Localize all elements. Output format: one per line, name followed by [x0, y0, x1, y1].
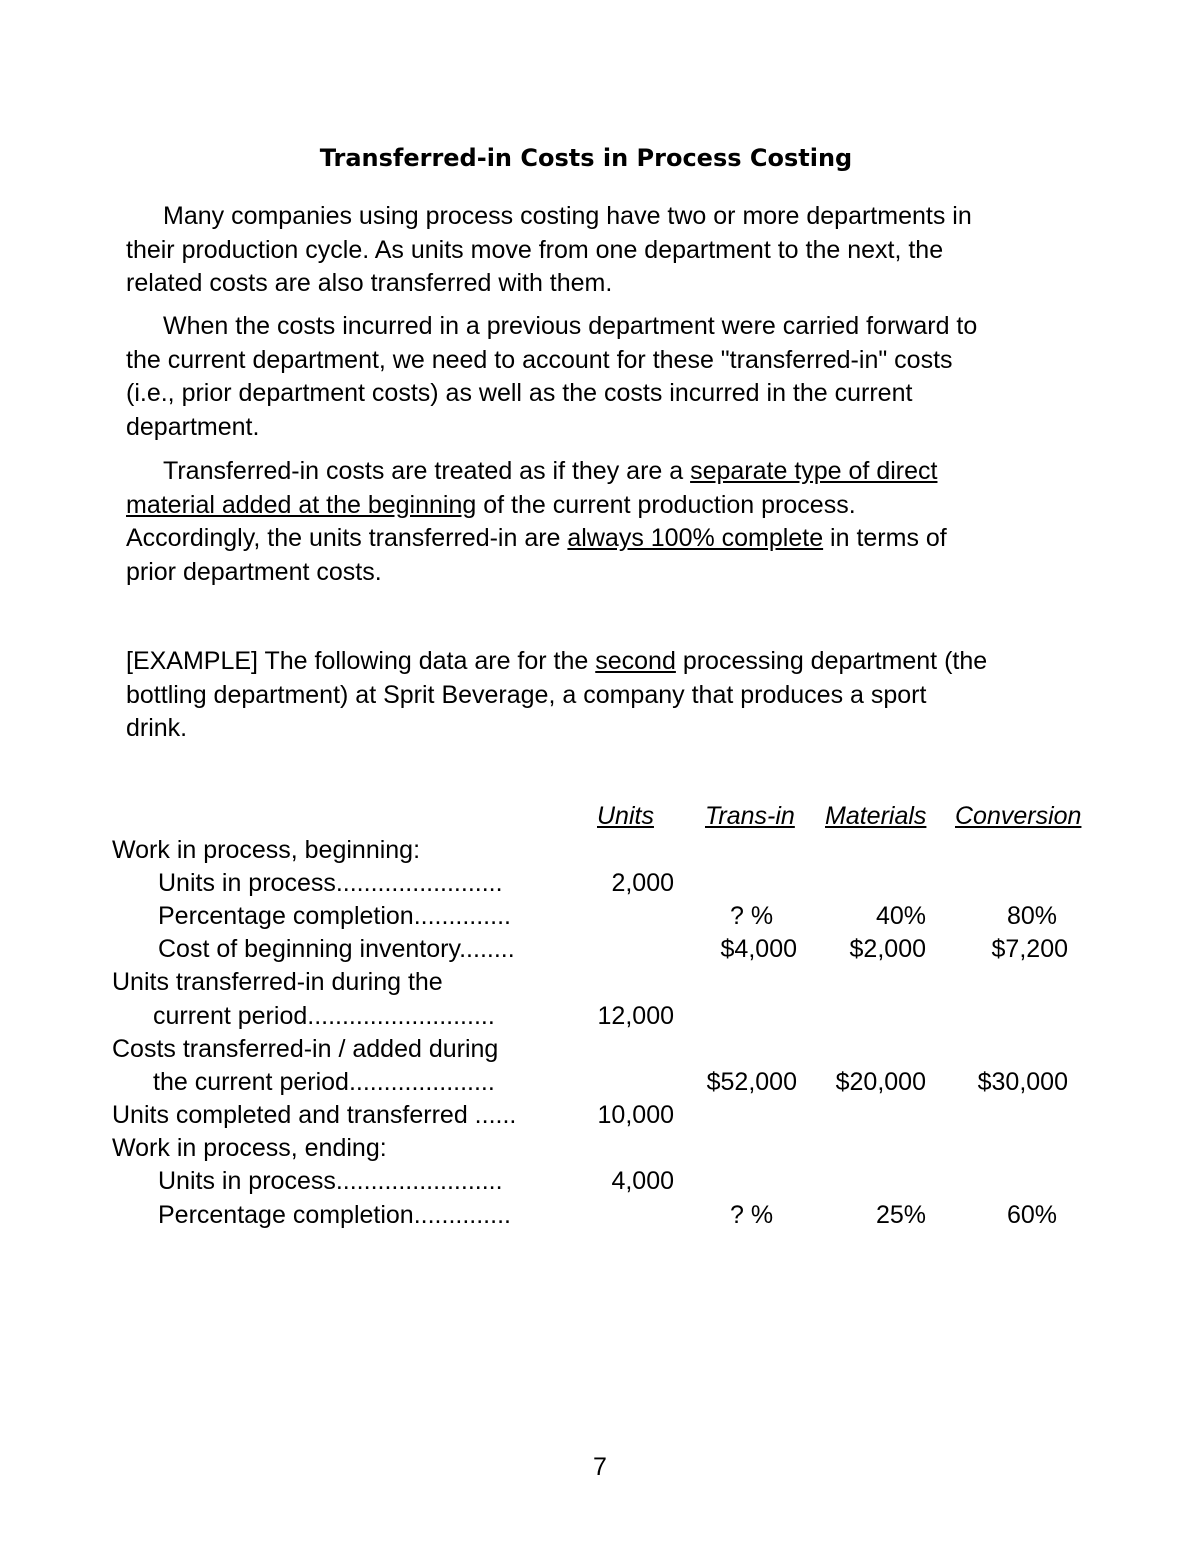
text-line: department. [126, 412, 260, 441]
row-label: current period........................... [153, 1002, 495, 1030]
units-value: 10,000 [597, 1101, 674, 1129]
text-run: in terms of [823, 524, 947, 552]
text-line: related costs are also transferred with them. [126, 269, 613, 297]
materials-value: $20,000 [835, 1068, 926, 1096]
text-run: Transferred-in costs are treated as if they are a [163, 457, 691, 485]
units-value: 4,000 [611, 1167, 674, 1195]
text-run: of the current production process. [476, 490, 856, 519]
text-line: prior department costs. [126, 557, 382, 586]
text-run: Accordingly, the units transferred-in are [126, 524, 568, 552]
units-value: 12,000 [597, 1002, 674, 1030]
conversion-value: $7,200 [991, 935, 1068, 963]
text-line: When the costs incurred in a previous department were carried forward to [163, 312, 978, 340]
row-label: Units transferred-in during the [112, 968, 443, 996]
row-label: Work in process, ending: [112, 1134, 387, 1162]
text-line: the current department, we need to account for these "transferred-in" costs [126, 345, 953, 374]
conversion-value: 80% [1006, 902, 1057, 930]
row-label: Costs transferred-in / added during [112, 1035, 499, 1063]
header-trans-in: Trans-in [705, 802, 795, 830]
conversion-value: $30,000 [977, 1068, 1068, 1096]
row-label: Units completed and transferred ...... [112, 1101, 517, 1129]
row-label: Percentage completion.............. [158, 902, 511, 930]
row-label: Units in process........................ [158, 869, 503, 897]
text-line: their production cycle. As units move from one department to the next, the [126, 235, 944, 264]
header-conversion: Conversion [955, 802, 1082, 830]
underlined-text: always 100% complete [567, 524, 824, 552]
text-run: processing department (the [675, 647, 988, 675]
row-label: Work in process, beginning: [112, 836, 421, 864]
row-label: Percentage completion.............. [158, 1201, 511, 1229]
trans-in-value: $4,000 [720, 935, 797, 963]
materials-value: 25% [875, 1201, 926, 1229]
underlined-text: material added at the beginning [126, 490, 477, 519]
underlined-text: second [595, 647, 676, 675]
materials-value: $2,000 [849, 935, 926, 963]
trans-in-value: ? % [730, 902, 774, 930]
underlined-text: separate type of direct [690, 457, 938, 485]
units-value: 2,000 [611, 869, 674, 897]
trans-in-value: ? % [730, 1201, 774, 1229]
text-line: drink. [126, 714, 188, 742]
conversion-value: 60% [1006, 1201, 1057, 1229]
materials-value: 40% [875, 902, 926, 930]
text-line: (i.e., prior department costs) as well as the costs incurred in the current [126, 379, 913, 407]
text-run: [EXAMPLE] The following data are for the [126, 647, 596, 675]
row-label: Cost of beginning inventory........ [158, 935, 515, 963]
header-materials: Materials [825, 802, 927, 830]
trans-in-value: $52,000 [706, 1068, 797, 1096]
header-units: Units [597, 802, 654, 830]
row-label: Units in process........................ [158, 1167, 503, 1195]
page-title: Transferred-in Costs in Process Costing [319, 144, 853, 172]
text-line: Many companies using process costing have two or more departments in [163, 202, 972, 230]
row-label: the current period..................... [153, 1068, 495, 1096]
page-number: 7 [593, 1453, 607, 1481]
text-line: bottling department) at Sprit Beverage, a company that produces a sport [126, 680, 927, 709]
